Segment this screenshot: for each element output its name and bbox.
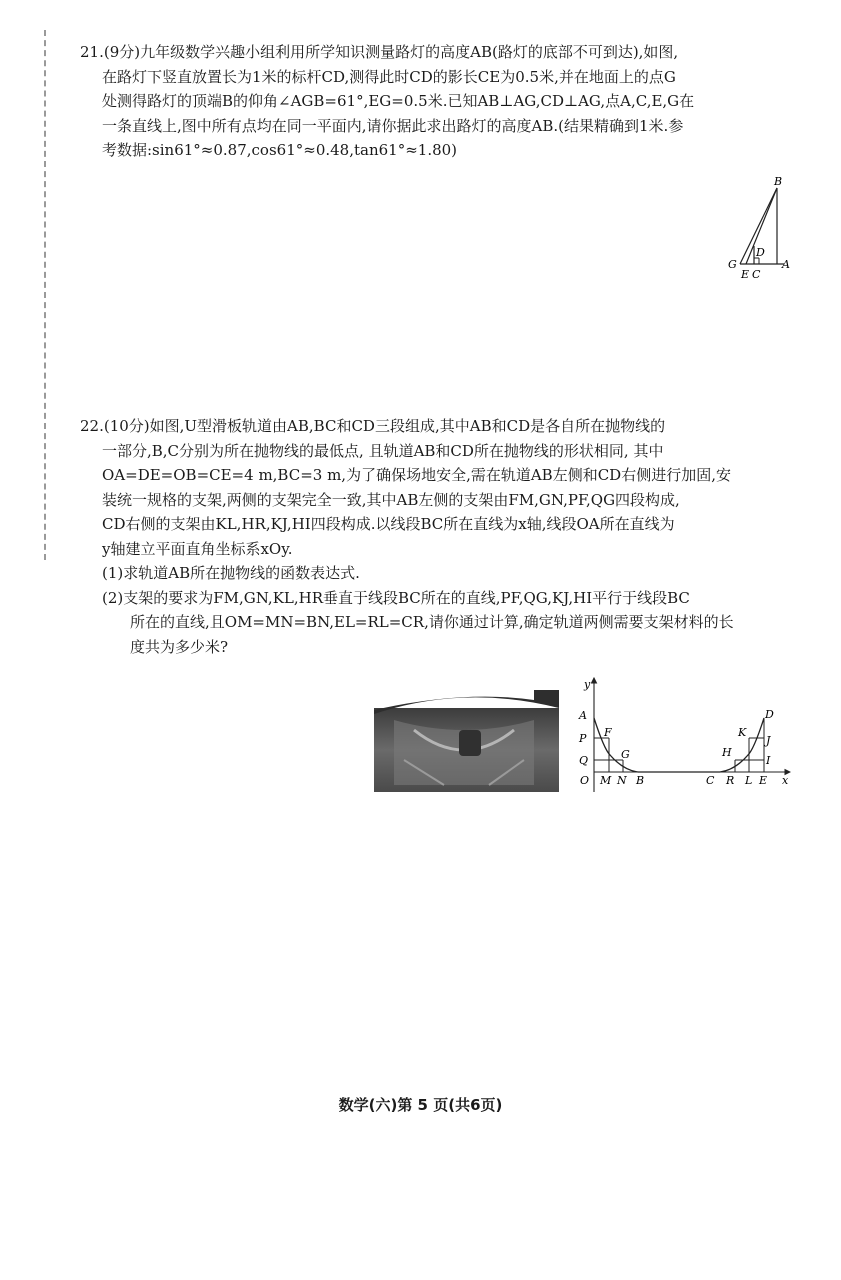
q22-line-5: CD右侧的支架由KL,HR,KJ,HI四段构成.以线段BC所在直线为x轴,线段OA所在直线为	[102, 515, 675, 533]
q21-line-2: 在路灯下竖直放置长为1米的标杆CD,测得此时CD的影长CE为0.5米,并在地面上的点G	[102, 67, 676, 86]
label-J: J	[766, 734, 771, 747]
q21-line-5: 考数据:sin61°≈0.87,cos61°≈0.48,tan61°≈1.80)	[102, 141, 458, 159]
label-Q: Q	[579, 754, 589, 767]
q22-line-1: 22.(10分)如图,U型滑板轨道由AB,BC和CD三段组成,其中AB和CD是各自所在抛物线的	[80, 417, 666, 435]
label-B: B	[774, 175, 783, 188]
question-21	[80, 40, 795, 163]
q22-line-4: 装统一规格的支架,两侧的支架完全一致,其中AB左侧的支架由FM,GN,PF,QG四段构成,	[102, 490, 680, 509]
page-footer: 数学(六)第 5 页(共6页)	[338, 1096, 503, 1114]
question-22	[80, 414, 795, 659]
label-G: G	[621, 748, 630, 761]
q22-line-2: 一部分,B,C分别为所在抛物线的最低点, 且轨道AB和CD所在抛物线的形状相同, 其中	[102, 441, 664, 460]
skate-ramp-photo	[374, 690, 559, 792]
label-R: R	[726, 774, 735, 787]
q21-line-4: 一条直线上,图中所有点均在同一平面内,请你据此求出路灯的高度AB.(结果精确到1米.参	[102, 116, 684, 135]
label-H: H	[722, 746, 732, 759]
label-B: B	[636, 774, 645, 787]
streetlight-figure	[722, 172, 802, 284]
q22-sub2-line-1: (2)支架的要求为FM,GN,KL,HR垂直于线段BC所在的直线,PF,QG,KJ,HI平行于线段BC	[102, 588, 690, 607]
q21-line-3: 处测得路灯的顶端B的仰角∠AGB=61°,EG=0.5米.已知AB⊥AG,CD⊥AG,点A,C,E,G在	[102, 92, 695, 110]
label-N: N	[617, 774, 627, 787]
q22-line-3: OA=DE=OB=CE=4 m,BC=3 m,为了确保场地安全,需在轨道AB左侧和CD右侧进行加固,安	[102, 466, 731, 484]
q22-sub2-line-3: 度共为多少米?	[130, 637, 229, 656]
label-G: G	[728, 258, 737, 271]
label-F: F	[604, 726, 612, 739]
u-ramp-coordinate-figure	[568, 674, 796, 796]
label-P: P	[579, 732, 587, 745]
label-L: L	[745, 774, 753, 787]
q21-line-1: 21.(9分)九年级数学兴趣小组利用所学知识测量路灯的高度AB(路灯的底部不可到达),如图,	[80, 43, 679, 61]
label-I: I	[766, 754, 771, 767]
q22-line-6: y轴建立平面直角坐标系xOy.	[102, 539, 293, 558]
label-A: A	[579, 709, 587, 722]
label-M: M	[600, 774, 612, 787]
label-C: C	[752, 268, 761, 281]
label-K: K	[738, 726, 747, 739]
label-E: E	[741, 268, 750, 281]
label-D: D	[765, 708, 774, 721]
label-A: A	[782, 258, 790, 271]
label-C: C	[706, 774, 715, 787]
label-y: y	[584, 678, 591, 691]
q22-sub2-line-2: 所在的直线,且OM=MN=BN,EL=RL=CR,请你通过计算,确定轨道两侧需要支架材料的长	[130, 613, 734, 631]
label-D: D	[756, 246, 765, 259]
label-O: O	[580, 774, 590, 787]
binding-dashed-line	[44, 30, 46, 560]
q22-sub1: (1)求轨道AB所在抛物线的函数表达式.	[102, 564, 360, 582]
label-x: x	[782, 774, 789, 787]
label-E: E	[759, 774, 768, 787]
